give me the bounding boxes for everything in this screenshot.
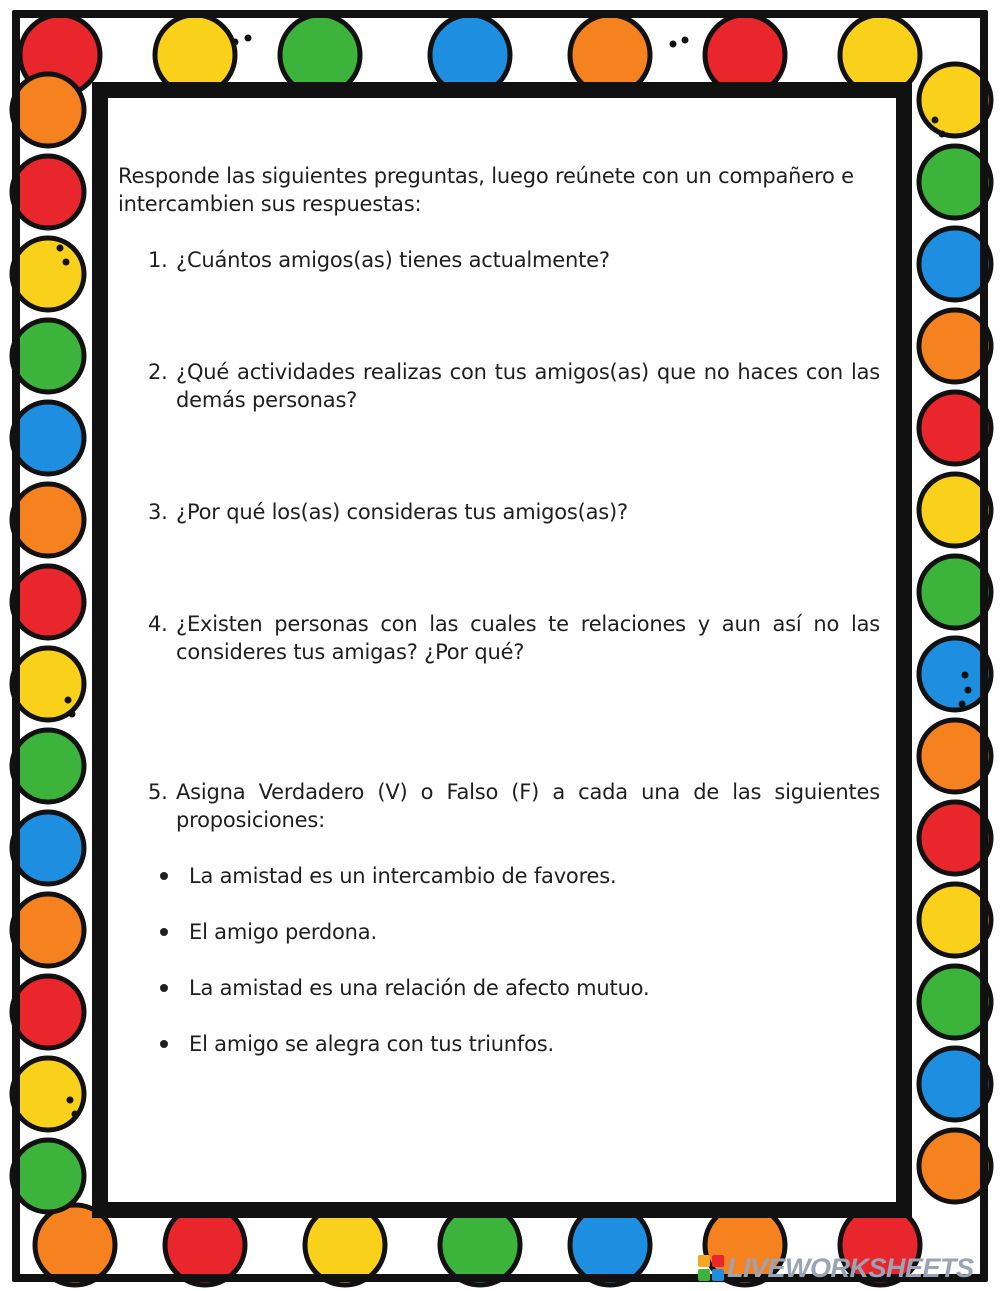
bullet-icon: [160, 1040, 168, 1048]
question-1: [148, 246, 880, 274]
question-text: ¿Qué actividades realizas con tus amigos(as) que no haces con las demás personas?: [176, 360, 880, 412]
statement-item: [160, 1030, 860, 1058]
question-text: ¿Por qué los(as) consideras tus amigos(as)?: [176, 500, 628, 524]
question-5: [148, 778, 880, 834]
question-text: ¿Cuántos amigos(as) tienes actualmente?: [176, 248, 610, 272]
question-number: 5.: [148, 780, 168, 804]
bullet-icon: [160, 872, 168, 880]
statement-item: [160, 862, 860, 890]
statement-text: El amigo se alegra con tus triunfos.: [189, 1032, 554, 1056]
statement-text: La amistad es una relación de afecto mutuo.: [189, 976, 650, 1000]
question-2: [148, 358, 880, 414]
question-number: 4.: [148, 612, 168, 636]
question-number: 3.: [148, 500, 168, 524]
instructions-text: Responde las siguientes preguntas, luego reúnete con un compañero e intercambien sus respuestas:: [118, 164, 854, 216]
liveworksheets-watermark[interactable]: [698, 1252, 974, 1284]
question-3: [148, 498, 880, 526]
watermark-text: LIVEWORKSHEETS: [727, 1252, 974, 1283]
question-number: 1.: [148, 248, 168, 272]
bullet-icon: [160, 984, 168, 992]
question-text: Asigna Verdadero (V) o Falso (F) a cada una de las siguientes proposiciones:: [176, 780, 880, 832]
question-number: 2.: [148, 360, 168, 384]
statement-text: El amigo perdona.: [189, 920, 377, 944]
question-text: ¿Existen personas con las cuales te relaciones y aun así no las consideres tus amigas? ¿Por qué?: [176, 612, 880, 664]
statement-text: La amistad es un intercambio de favores.: [189, 864, 617, 888]
bullet-icon: [160, 928, 168, 936]
statement-item: [160, 918, 860, 946]
liveworksheets-logo-icon: [698, 1255, 724, 1281]
statement-item: [160, 974, 860, 1002]
question-4: [148, 610, 880, 666]
